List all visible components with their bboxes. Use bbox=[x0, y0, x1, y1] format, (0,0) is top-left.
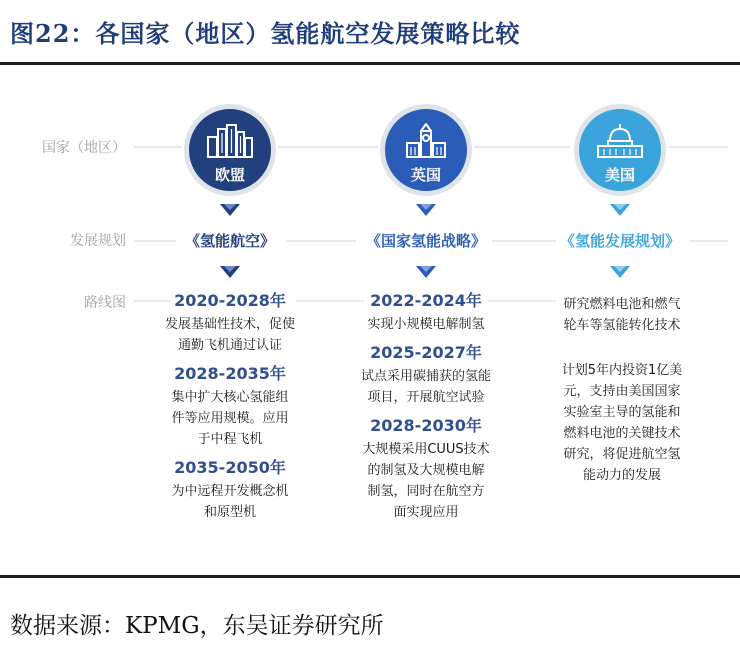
row-label-roadmap: 路线图 bbox=[84, 295, 126, 311]
roadmap-desc: 试点采用碳捕获的氢能 项目，开展航空试验 bbox=[360, 369, 491, 405]
region-name-us: 美国 bbox=[604, 166, 635, 184]
region-circle-eu bbox=[184, 104, 276, 196]
roadmap-eu bbox=[150, 290, 310, 530]
connector-line bbox=[134, 146, 182, 148]
region-circle-us bbox=[574, 104, 666, 196]
city-buildings-icon bbox=[205, 123, 255, 163]
connector-line bbox=[690, 240, 728, 242]
big-ben-icon bbox=[401, 123, 451, 163]
roadmap-desc: 为中远程开发概念机 和原型机 bbox=[171, 484, 289, 520]
roadmap-period: 2028-2035年 bbox=[174, 364, 286, 383]
chevron-down-icon bbox=[609, 264, 631, 280]
connector-line bbox=[278, 146, 378, 148]
roadmap-desc: 大规模采用CUUS技术 的制氢及大规模电解 制氢，同时在航空方 面实现应用 bbox=[362, 442, 490, 520]
connector-line bbox=[474, 146, 570, 148]
bottom-rule bbox=[0, 575, 740, 578]
plan-eu: 《氢能航空》 bbox=[184, 232, 275, 250]
figure-title: 图22：各国家（地区）氢能航空发展策略比较 bbox=[10, 19, 521, 48]
roadmap-period: 2022-2024年 bbox=[370, 291, 482, 310]
roadmap-period: 2025-2027年 bbox=[370, 343, 482, 362]
roadmap-us bbox=[542, 294, 702, 493]
roadmap-desc: 计划5年内投资1亿美 元，支持由美国国家 实验室主导的氢能和 燃料电池的关键技术 研究，将促进航空氢 能动力的发展 bbox=[561, 363, 683, 483]
chevron-down-icon bbox=[609, 202, 631, 218]
plan-uk: 《国家氢能战略》 bbox=[365, 232, 486, 250]
row-label-country: 国家（地区） bbox=[42, 140, 126, 156]
roadmap-period: 2020-2028年 bbox=[174, 291, 286, 310]
region-name-uk: 英国 bbox=[410, 166, 441, 184]
roadmap-desc: 实现小规模电解制氢 bbox=[367, 317, 485, 332]
source-note: 数据来源：KPMG，东吴证券研究所 bbox=[10, 613, 384, 639]
row-label-plan: 发展规划 bbox=[70, 233, 126, 249]
chevron-down-icon bbox=[219, 264, 241, 280]
roadmap-uk bbox=[346, 290, 506, 530]
roadmap-period: 2035-2050年 bbox=[174, 458, 286, 477]
region-name-eu: 欧盟 bbox=[214, 166, 245, 184]
roadmap-period: 2028-2030年 bbox=[370, 416, 482, 435]
connector-line bbox=[668, 146, 728, 148]
capitol-building-icon bbox=[595, 123, 645, 163]
chevron-down-icon bbox=[415, 264, 437, 280]
title-rule bbox=[0, 62, 740, 65]
roadmap-desc: 集中扩大核心氢能组 件等应用规模。应用 于中程飞机 bbox=[171, 390, 289, 447]
chevron-down-icon bbox=[219, 202, 241, 218]
roadmap-desc: 发展基础性技术，促使 通勤飞机通过认证 bbox=[164, 317, 295, 353]
roadmap-desc: 研究燃料电池和燃气 轮车等氢能转化技术 bbox=[563, 297, 681, 333]
plan-us: 《氢能发展规划》 bbox=[559, 232, 680, 250]
chevron-down-icon bbox=[415, 202, 437, 218]
region-circle-uk bbox=[380, 104, 472, 196]
